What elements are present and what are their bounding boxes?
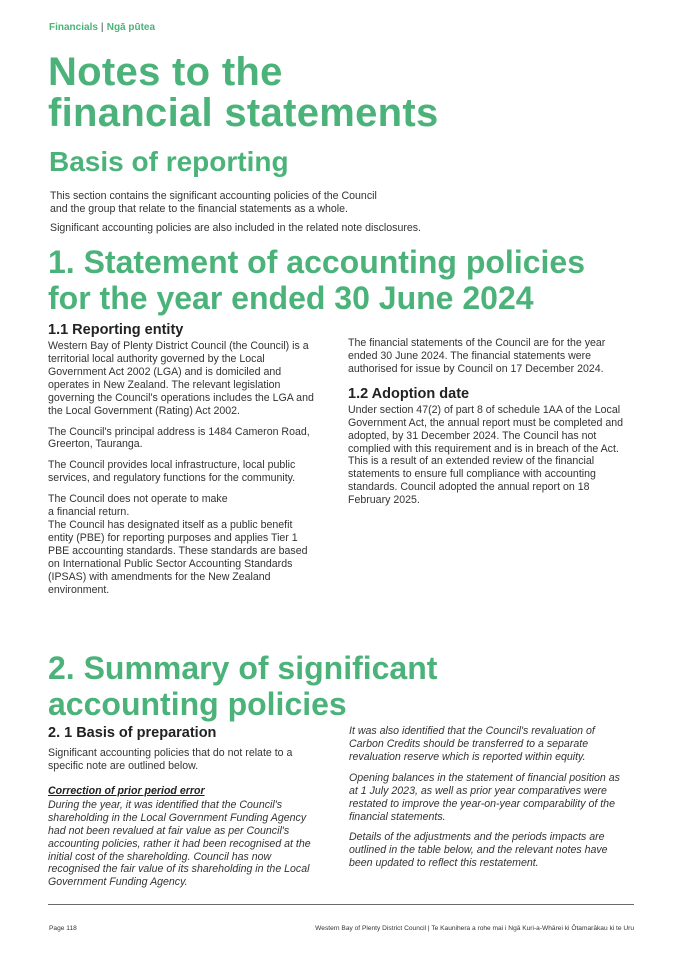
basis-preparation-heading: 2. 1 Basis of preparation <box>48 725 217 741</box>
page-title-line1: Notes to the <box>48 50 283 94</box>
breadcrumb-section-maori: Ngā pūtea <box>106 22 156 33</box>
reporting-entity-p4b: a financial return. <box>48 506 130 519</box>
footer-organisation: Western Bay of Plenty District Council | Te Kaunihera a rohe mai i Ngā Kuri-a-Whārei ki Ōtamarākau ki te Uru <box>315 925 634 932</box>
basis-intro <box>50 190 470 235</box>
section2-left-column <box>48 725 320 897</box>
section1-title-line1: 1. Statement of accounting policies <box>48 244 585 280</box>
basis-preparation-body <box>48 747 320 773</box>
footer-divider <box>48 904 634 905</box>
section2-title-line1: 2. Summary of significant <box>48 650 438 686</box>
breadcrumb-separator: | <box>100 22 104 33</box>
authorisation-body <box>348 337 634 376</box>
section2-title <box>48 650 437 722</box>
correction-p1: During the year, it was identified that the Council's shareholding in the Local Government Funding Agency had not been revalued at fair value as per Council's accounting policies, rather it had been recognised at the initial cost of the shareholding. Council has now recognised the fair value of its shareholding in the Local Government Funding Agency. <box>48 798 311 889</box>
reporting-entity-p2: The Council's principal address is 1484 Cameron Road, Greerton, Tauranga. <box>48 425 310 451</box>
page-title-line2: financial statements <box>48 90 439 135</box>
basis-heading: Basis of reporting <box>49 146 289 177</box>
reporting-entity-p4a: The Council does not operate to make <box>48 493 228 506</box>
reporting-entity-body <box>48 340 320 597</box>
breadcrumb <box>49 22 155 33</box>
basis-para2: Significant accounting policies are also included in the related note disclosures. <box>50 221 422 234</box>
page-title <box>48 52 439 134</box>
section2-title-line2: accounting policies <box>48 686 347 723</box>
reporting-entity-p3: The Council provides local infrastructure, local public services, and regulatory functions for the community. <box>48 459 296 485</box>
correction-heading: Correction of prior period error <box>48 784 205 797</box>
basis-para1-line1: This section contains the significant accounting policies of the Council <box>50 190 377 202</box>
basis-preparation-p1: Significant accounting policies that do not relate to a specific note are outlined below. <box>48 747 293 772</box>
reporting-entity-p1: Western Bay of Plenty District Council (the Council) is a territorial local authority governed by the Local Government Act 2002 (LGA) and is domiciled and operates in New Zealand. The relevant legislation governing the Council's operations includes the LGA and the Local Government (Rating) Act 2002. <box>48 340 314 417</box>
restatement-p1: It was also identified that the Council's revaluation of Carbon Credits should be transferred to a separate revaluation reserve which is reported within equity. <box>349 725 595 763</box>
section1-title <box>48 244 585 316</box>
reporting-entity-p5: The Council has designated itself as a public benefit entity (PBE) for reporting purposes and applies Tier 1 PBE accounting standards. These standards are based on International Public Sector Accounting Standards (IPSAS) with amendments for the New Zealand environment. <box>48 519 308 596</box>
page-number: Page 118 <box>49 925 77 932</box>
adoption-date-heading: 1.2 Adoption date <box>348 385 470 402</box>
breadcrumb-section: Financials <box>49 22 98 33</box>
adoption-date-p1: Under section 47(2) of part 8 of schedule 1AA of the Local Government Act, the annual report must be completed and adopted, by 31 December 2024. The Council has not complied with this requirement and is in breach of the Act. This is a result of an extended review of the financial statements to ensure full compliance with accounting standards. Council adopted the annual report on 18 February 2025. <box>348 403 624 507</box>
reporting-entity-heading: 1.1 Reporting entity <box>48 322 184 338</box>
section1-right-column <box>348 337 634 515</box>
restatement-p2: Opening balances in the statement of financial position as at 1 July 2023, as well as prior year comparatives were restated to improve the year-on-year comparability of the financial statements. <box>349 771 620 823</box>
section1-left-column <box>48 322 320 605</box>
restatement-body <box>349 725 631 870</box>
adoption-date-body <box>348 404 634 507</box>
section2-right-column <box>349 725 631 878</box>
restatement-p3: Details of the adjustments and the periods impacts are outlined in the table below, and the relevant notes have been updated to reflect this restatement. <box>349 831 608 870</box>
authorisation-p1: The financial statements of the Council are for the year ended 30 June 2024. The financial statements were authorised for issue by Council on 17 December 2024. <box>348 337 606 375</box>
section1-title-line2: for the year ended 30 June 2024 <box>48 280 534 317</box>
basis-para1-line2: and the group that relate to the financial statements as a whole. <box>50 202 348 215</box>
correction-body <box>48 799 320 889</box>
